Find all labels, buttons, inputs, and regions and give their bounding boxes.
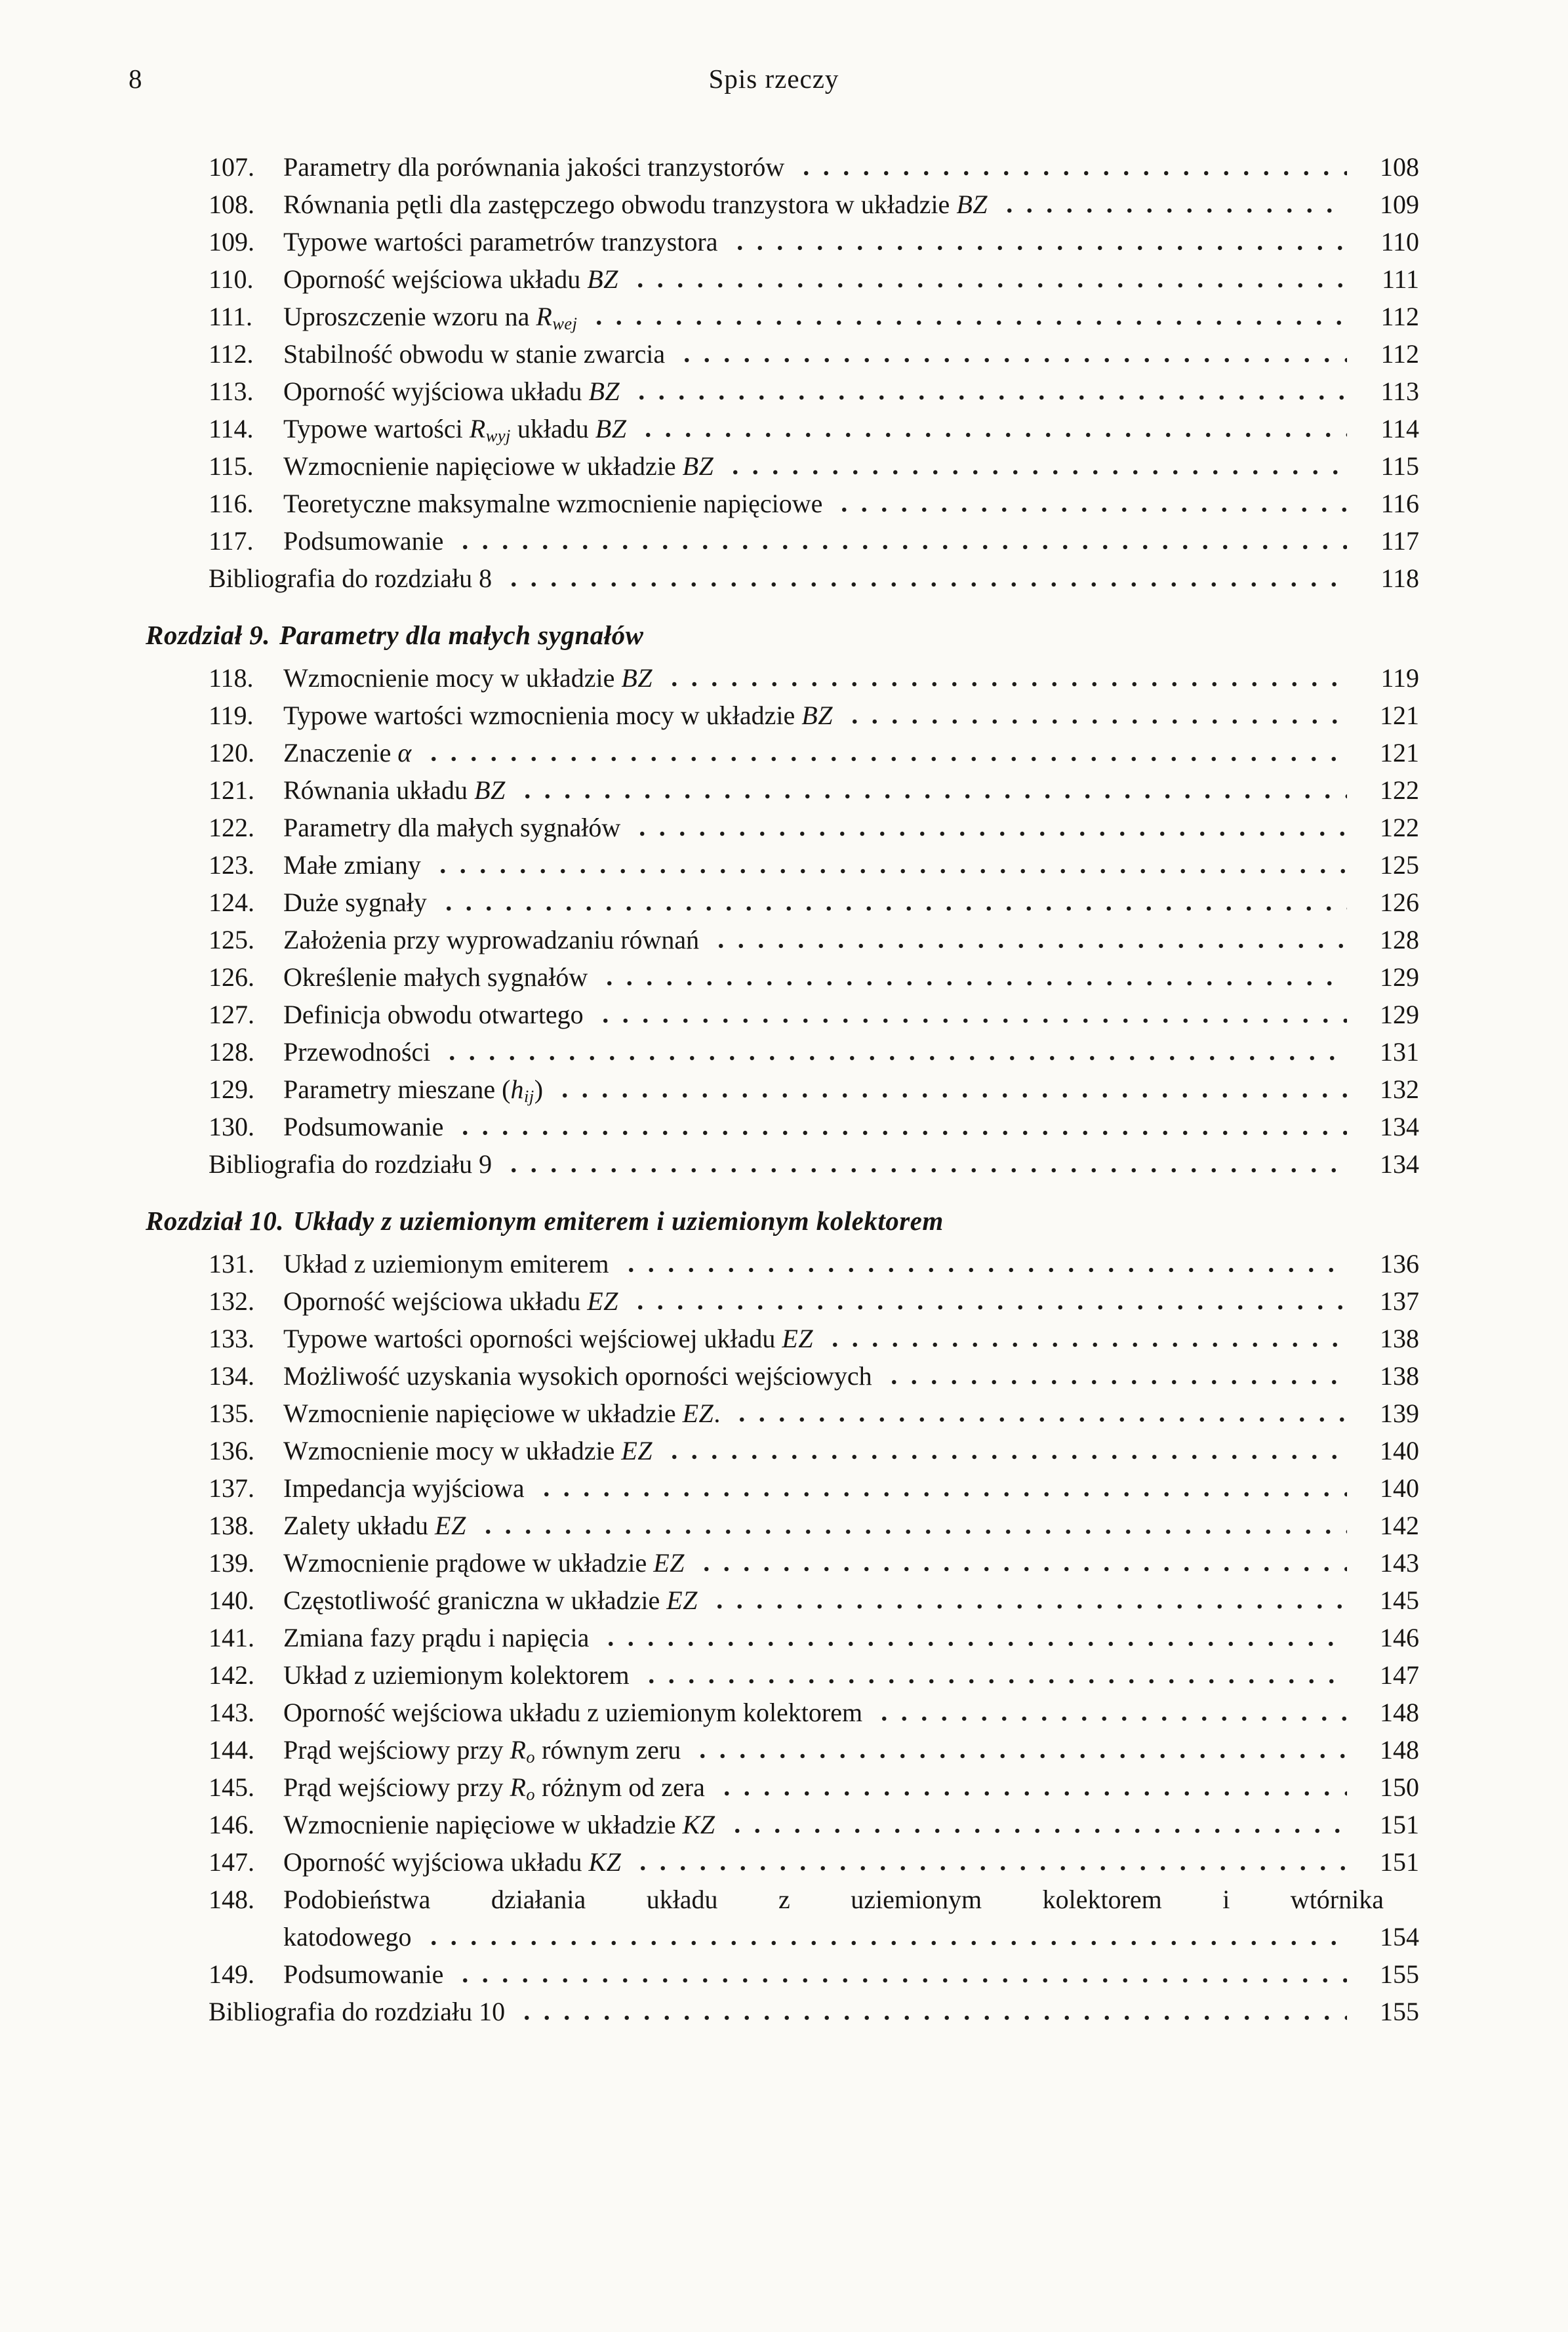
entry-title: Oporność wyjściowa układu KZ xyxy=(283,1847,622,1877)
dot-leader xyxy=(504,1168,1347,1173)
dot-leader xyxy=(727,1828,1347,1833)
entry-page: 134 xyxy=(1380,1149,1419,1179)
entry-page: 155 xyxy=(1380,1959,1419,1989)
dot-leader xyxy=(999,208,1347,213)
entry-page: 147 xyxy=(1380,1660,1419,1690)
toc-entry xyxy=(129,697,1419,734)
entry-title: Wzmocnienie mocy w układzie EZ xyxy=(283,1436,653,1465)
toc-entry xyxy=(129,148,1419,186)
entry-page: 140 xyxy=(1380,1473,1419,1503)
toc-entry xyxy=(129,298,1419,335)
entry-title: Prąd wejściowy przy $R_o$ równym zeru xyxy=(283,1735,681,1767)
entry-title: Podobieństwa działania układu z uziemionym kolektorem i wtórnika xyxy=(283,1885,1384,1914)
entry-number: 113. xyxy=(209,377,254,406)
entry-title: Oporność wyjściowa układu BZ xyxy=(283,377,620,406)
toc-entry xyxy=(129,1843,1419,1881)
entry-number: 118. xyxy=(209,663,254,693)
entry-number: 132. xyxy=(209,1286,254,1316)
entry-title: Układ z uziemionym kolektorem xyxy=(283,1660,630,1690)
entry-title: Typowe wartości wzmocnienia mocy w układzie BZ xyxy=(283,701,833,730)
dot-leader xyxy=(478,1529,1347,1534)
entry-title: Częstotliwość graniczna w układzie EZ xyxy=(283,1585,698,1615)
entry-page: 109 xyxy=(1380,190,1419,219)
entry-page: 128 xyxy=(1380,925,1419,954)
entry-page: 151 xyxy=(1380,1810,1419,1839)
dot-leader xyxy=(664,682,1347,687)
dot-leader xyxy=(638,432,1347,438)
toc-entry xyxy=(129,1282,1419,1320)
entry-number: 133. xyxy=(209,1324,254,1353)
dot-leader xyxy=(710,1604,1347,1609)
dot-leader xyxy=(442,1055,1347,1061)
entry-title: Zmiana fazy prądu i napięcia xyxy=(283,1623,590,1652)
toc-entry xyxy=(129,1955,1419,1993)
entry-title: Układ z uziemionym emiterem xyxy=(283,1249,609,1279)
entry-page: 134 xyxy=(1380,1112,1419,1141)
entry-number: 148. xyxy=(209,1885,254,1914)
entry-page: 138 xyxy=(1380,1361,1419,1391)
entry-page: 126 xyxy=(1380,888,1419,917)
toc-entry xyxy=(129,485,1419,522)
toc-entry xyxy=(129,410,1419,447)
dot-leader xyxy=(599,981,1347,986)
entry-title: Podsumowanie xyxy=(283,1959,444,1989)
entry-page: 142 xyxy=(1380,1511,1419,1540)
page-header xyxy=(129,60,1419,97)
entry-title: Oporność wejściowa układu BZ xyxy=(283,264,618,294)
chapter-heading xyxy=(146,617,1419,654)
chapter-title: Układy z uziemionym emiterem i uziemionym kolektorem xyxy=(293,1206,944,1236)
entry-title: katodowego xyxy=(283,1922,412,1952)
entry-number: 123. xyxy=(209,850,254,880)
entry-number: 128. xyxy=(209,1037,254,1067)
entry-page: 118 xyxy=(1380,563,1419,593)
entry-number: 141. xyxy=(209,1623,254,1652)
toc-entry xyxy=(129,1769,1419,1806)
entry-number: 146. xyxy=(209,1810,254,1839)
entry-number: 107. xyxy=(209,152,254,182)
toc-entry xyxy=(129,1071,1419,1108)
entry-page: 122 xyxy=(1380,813,1419,842)
entry-title: Wzmocnienie napięciowe w układzie KZ xyxy=(283,1810,715,1839)
dot-leader xyxy=(630,1305,1347,1310)
entry-title: Wzmocnienie napięciowe w układzie EZ. xyxy=(283,1399,721,1428)
toc-entry xyxy=(129,223,1419,260)
entry-number: 124. xyxy=(209,888,254,917)
entry-title: Typowe wartości $R_{wyj}$ układu BZ xyxy=(283,414,627,445)
entry-title: Równania układu BZ xyxy=(283,775,506,805)
entry-number: 130. xyxy=(209,1112,254,1141)
entry-page: 145 xyxy=(1380,1585,1419,1615)
toc-entry xyxy=(129,1544,1419,1582)
entry-title: Impedancja wyjściowa xyxy=(283,1473,525,1503)
entry-number: 108. xyxy=(209,190,254,219)
entry-number: 147. xyxy=(209,1847,254,1877)
entry-number: 135. xyxy=(209,1399,254,1428)
dot-leader xyxy=(517,794,1347,799)
chapter-label: Rozdział 9. xyxy=(146,620,271,650)
entry-title: Bibliografia do rozdziału 8 xyxy=(209,563,493,593)
entry-title: Teoretyczne maksymalne wzmocnienie napięciowe xyxy=(283,489,823,518)
dot-leader xyxy=(730,245,1348,251)
entry-title: Definicja obwodu otwartego xyxy=(283,1000,584,1029)
entry-number: 111. xyxy=(209,302,253,331)
entry-page: 143 xyxy=(1380,1548,1419,1578)
entry-title: Stabilność obwodu w stanie zwarcia xyxy=(283,339,666,369)
entry-title: Znaczenie α xyxy=(283,738,412,767)
dot-leader xyxy=(717,1791,1347,1796)
dot-leader xyxy=(433,869,1347,874)
entry-number: 120. xyxy=(209,738,254,767)
entry-number: 139. xyxy=(209,1548,254,1578)
entry-number: 114. xyxy=(209,414,254,443)
dot-leader xyxy=(621,1267,1347,1273)
chapter-heading xyxy=(146,1202,1419,1240)
entry-title: Wzmocnienie mocy w układzie BZ xyxy=(283,663,653,693)
toc-entry xyxy=(129,373,1419,410)
entry-number: 140. xyxy=(209,1585,254,1615)
toc-entry xyxy=(129,260,1419,298)
dot-leader xyxy=(439,906,1347,911)
toc-entry xyxy=(129,1993,1419,2030)
entry-page: 119 xyxy=(1380,663,1419,693)
entry-number: 127. xyxy=(209,1000,254,1029)
toc-entry xyxy=(129,771,1419,809)
entry-number: 143. xyxy=(209,1698,254,1727)
dot-leader xyxy=(504,582,1347,587)
entry-title: Podsumowanie xyxy=(283,1112,444,1141)
entry-page: 116 xyxy=(1380,489,1419,518)
page-number: 8 xyxy=(129,64,142,94)
toc-entry xyxy=(129,1432,1419,1469)
entry-page: 132 xyxy=(1380,1074,1419,1104)
entry-number: 116. xyxy=(209,489,254,518)
dot-leader xyxy=(796,171,1347,176)
entry-page: 117 xyxy=(1380,526,1419,556)
entry-page: 151 xyxy=(1380,1847,1419,1877)
entry-title: Równania pętli dla zastępczego obwodu tranzystora w układzie BZ xyxy=(283,190,988,219)
toc-entry xyxy=(129,560,1419,597)
toc-entry xyxy=(129,809,1419,846)
entry-number: 129. xyxy=(209,1074,254,1104)
dot-leader xyxy=(630,283,1347,288)
entry-number: 136. xyxy=(209,1436,254,1465)
entry-page: 108 xyxy=(1380,152,1419,182)
entry-title: Typowe wartości oporności wejściowej układu EZ xyxy=(283,1324,814,1353)
entry-title: Przewodności xyxy=(283,1037,431,1067)
entry-title: Prąd wejściowy przy $R_o$ różnym od zera xyxy=(283,1772,705,1804)
entry-title: Wzmocnienie prądowe w układzie EZ xyxy=(283,1548,685,1578)
table-of-contents xyxy=(129,148,1419,2030)
dot-leader xyxy=(455,1978,1347,1983)
entry-number: 145. xyxy=(209,1772,254,1802)
dot-leader xyxy=(834,507,1347,512)
entry-title: Bibliografia do rozdziału 9 xyxy=(209,1149,493,1179)
entry-number: 138. xyxy=(209,1511,254,1540)
entry-number: 149. xyxy=(209,1959,254,1989)
entry-page: 150 xyxy=(1380,1772,1419,1802)
dot-leader xyxy=(632,395,1347,400)
entry-number: 142. xyxy=(209,1660,254,1690)
entry-number: 122. xyxy=(209,813,254,842)
toc-entry xyxy=(129,1918,1419,1955)
toc-entry xyxy=(129,1395,1419,1432)
dot-leader xyxy=(664,1454,1347,1460)
entry-page: 115 xyxy=(1380,451,1419,481)
dot-leader xyxy=(536,1492,1347,1497)
dot-leader xyxy=(601,1641,1347,1647)
toc-entry xyxy=(129,1619,1419,1656)
entry-page: 129 xyxy=(1380,1000,1419,1029)
entry-page: 121 xyxy=(1380,701,1419,730)
entry-title: Małe zmiany xyxy=(283,850,421,880)
entry-page: 138 xyxy=(1380,1324,1419,1353)
toc-entry xyxy=(129,1582,1419,1619)
dot-leader xyxy=(845,719,1347,724)
dot-leader xyxy=(424,1940,1347,1946)
entry-title: Założenia przy wyprowadzaniu równań xyxy=(283,925,700,954)
chapter-label: Rozdział 10. xyxy=(146,1206,285,1236)
entry-title: Typowe wartości parametrów tranzystora xyxy=(283,227,718,256)
entry-number: 125. xyxy=(209,925,254,954)
entry-page: 114 xyxy=(1380,414,1419,443)
dot-leader xyxy=(732,1417,1347,1422)
toc-entry xyxy=(129,1731,1419,1769)
toc-entry xyxy=(129,659,1419,697)
toc-entry xyxy=(129,1656,1419,1694)
dot-leader xyxy=(677,358,1347,363)
toc-entry xyxy=(129,1145,1419,1183)
entry-title: Parametry dla porównania jakości tranzystorów xyxy=(283,152,785,182)
dot-leader xyxy=(632,831,1347,836)
toc-entry xyxy=(129,734,1419,771)
entry-number: 144. xyxy=(209,1735,254,1765)
entry-title: Zalety układu EZ xyxy=(283,1511,466,1540)
dot-leader xyxy=(555,1093,1347,1098)
toc-entry xyxy=(129,1469,1419,1507)
entry-title: Określenie małych sygnałów xyxy=(283,962,588,992)
entry-page: 112 xyxy=(1380,339,1419,369)
entry-title: Możliwość uzyskania wysokich oporności wejściowych xyxy=(283,1361,872,1391)
entry-page: 148 xyxy=(1380,1698,1419,1727)
entry-title: Parametry dla małych sygnałów xyxy=(283,813,621,842)
entry-page: 122 xyxy=(1380,775,1419,805)
entry-number: 119. xyxy=(209,701,254,730)
toc-entry xyxy=(129,996,1419,1033)
entry-page: 136 xyxy=(1380,1249,1419,1279)
dot-leader xyxy=(633,1866,1347,1871)
toc-entry xyxy=(129,921,1419,958)
toc-entry xyxy=(129,1108,1419,1145)
entry-number: 121. xyxy=(209,775,254,805)
entry-page: 131 xyxy=(1380,1037,1419,1067)
entry-page: 146 xyxy=(1380,1623,1419,1652)
toc-entry xyxy=(129,1357,1419,1395)
page-title: Spis rzeczy xyxy=(708,64,839,94)
entry-title: Parametry mieszane $(h_{ij})$ xyxy=(283,1074,544,1106)
dot-leader xyxy=(825,1342,1347,1347)
toc-entry xyxy=(129,958,1419,996)
entry-page: 140 xyxy=(1380,1436,1419,1465)
dot-leader xyxy=(455,544,1347,550)
dot-leader xyxy=(693,1753,1347,1759)
toc-entry xyxy=(129,522,1419,560)
entry-number: 126. xyxy=(209,962,254,992)
entry-number: 109. xyxy=(209,227,254,256)
entry-page: 129 xyxy=(1380,962,1419,992)
dot-leader xyxy=(884,1380,1347,1385)
entry-number: 110. xyxy=(209,264,254,294)
entry-title: Podsumowanie xyxy=(283,526,444,556)
toc-entry xyxy=(129,1033,1419,1071)
entry-page: 113 xyxy=(1380,377,1419,406)
toc-entry xyxy=(129,1507,1419,1544)
entry-title: Oporność wejściowa układu z uziemionym kolektorem xyxy=(283,1698,863,1727)
dot-leader xyxy=(455,1130,1347,1135)
entry-page: 137 xyxy=(1380,1286,1419,1316)
dot-leader xyxy=(517,2015,1347,2020)
entry-number: 117. xyxy=(209,526,254,556)
toc-entry xyxy=(129,1245,1419,1282)
dot-leader xyxy=(641,1679,1347,1684)
entry-page: 112 xyxy=(1380,302,1419,331)
entry-page: 111 xyxy=(1381,264,1419,294)
entry-page: 148 xyxy=(1380,1735,1419,1765)
toc-entry xyxy=(129,1694,1419,1731)
entry-title: Duże sygnały xyxy=(283,888,427,917)
entry-title: Oporność wejściowa układu EZ xyxy=(283,1286,618,1316)
entry-page: 139 xyxy=(1380,1399,1419,1428)
entry-number: 112. xyxy=(209,339,254,369)
dot-leader xyxy=(874,1716,1347,1721)
dot-leader xyxy=(424,756,1347,762)
entry-number: 115. xyxy=(209,451,254,481)
toc-entry xyxy=(129,884,1419,921)
dot-leader xyxy=(595,1018,1347,1023)
entry-page: 125 xyxy=(1380,850,1419,880)
entry-page: 154 xyxy=(1380,1922,1419,1952)
entry-number: 131. xyxy=(209,1249,254,1279)
dot-leader xyxy=(711,943,1347,949)
chapter-title: Parametry dla małych sygnałów xyxy=(279,620,644,650)
toc-entry xyxy=(129,846,1419,884)
dot-leader xyxy=(725,470,1347,475)
entry-title: Bibliografia do rozdziału 10 xyxy=(209,1997,506,2026)
toc-entry xyxy=(129,335,1419,373)
toc-entry xyxy=(129,1320,1419,1357)
entry-page: 155 xyxy=(1380,1997,1419,2026)
toc-entry xyxy=(129,447,1419,485)
page-content xyxy=(129,60,1419,2030)
entry-number: 134. xyxy=(209,1361,254,1391)
entry-page: 110 xyxy=(1380,227,1419,256)
toc-entry xyxy=(129,186,1419,223)
dot-leader xyxy=(589,320,1347,325)
entry-title: Uproszczenie wzoru na $R_{wej}$ xyxy=(283,302,578,333)
entry-page: 121 xyxy=(1380,738,1419,767)
toc-entry xyxy=(129,1806,1419,1843)
dot-leader xyxy=(696,1566,1347,1572)
entry-number: 137. xyxy=(209,1473,254,1503)
toc-entry xyxy=(129,1881,1419,1918)
entry-title: Wzmocnienie napięciowe w układzie BZ xyxy=(283,451,714,481)
